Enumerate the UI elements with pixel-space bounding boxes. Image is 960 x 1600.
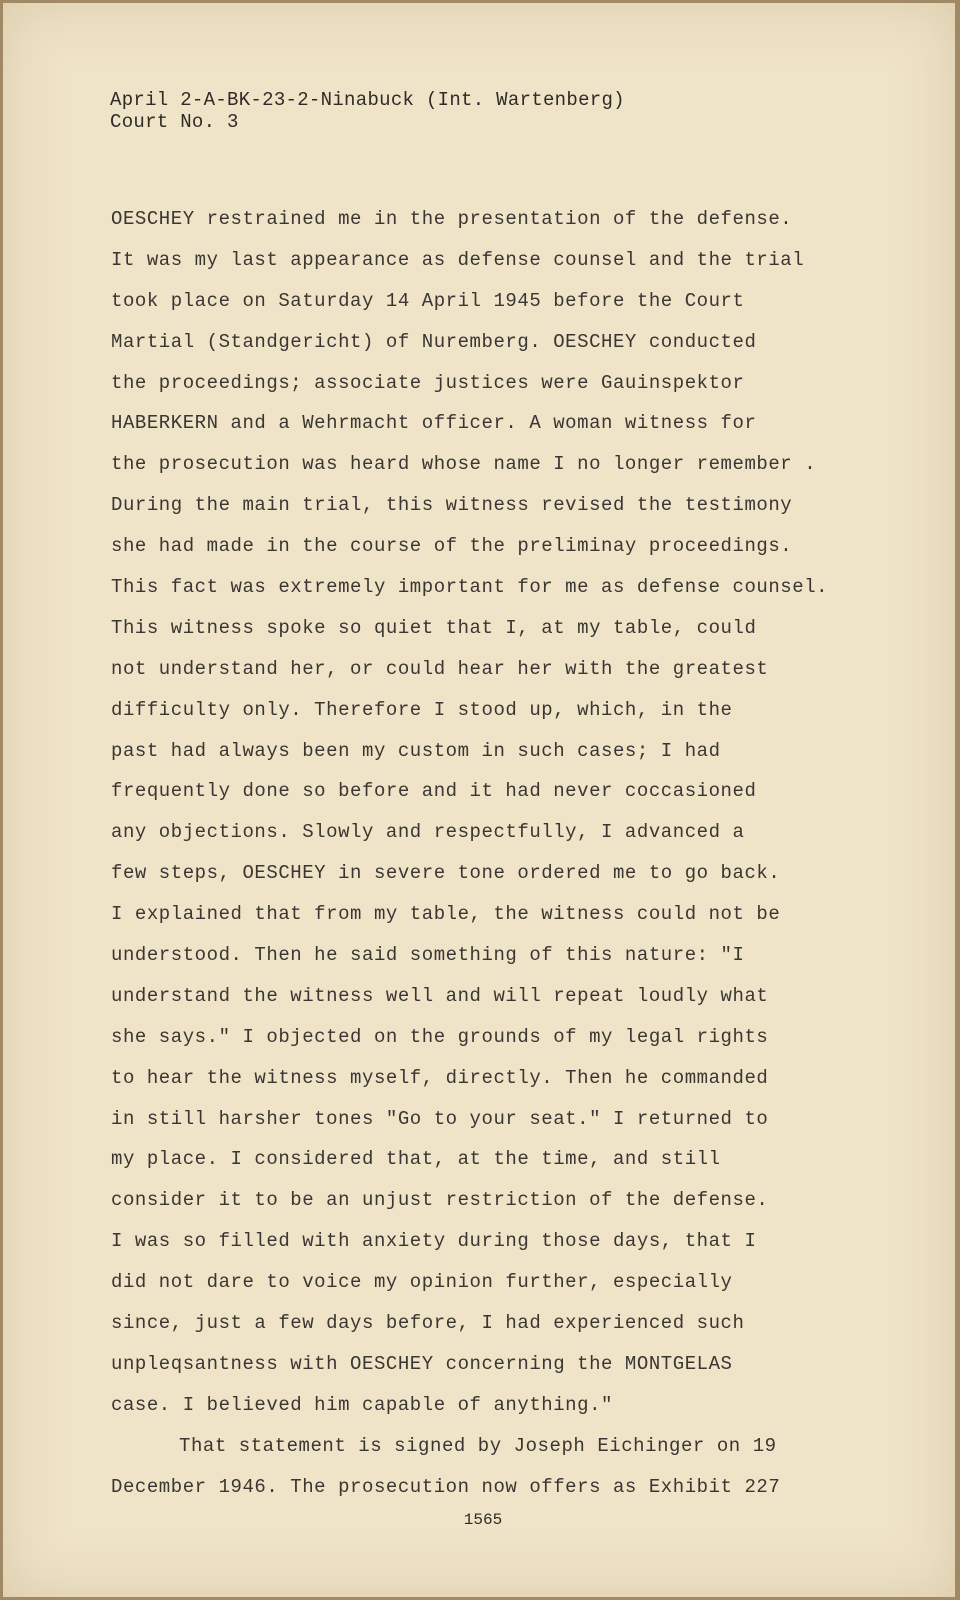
text-line: frequently done so before and it had never coccasioned xyxy=(111,780,757,803)
text-line: understood. Then he said something of this nature: "I xyxy=(111,944,745,967)
text-line: she says." I objected on the grounds of my legal rights xyxy=(111,1025,769,1048)
text-line: few steps, OESCHEY in severe tone ordered me to go back. xyxy=(111,862,781,885)
text-line: unpleqsantness with OESCHEY concerning the MONTGELAS xyxy=(111,1352,733,1375)
header-court-line: Court No. 3 xyxy=(110,111,239,133)
text-line: did not dare to voice my opinion further, especially xyxy=(111,1271,733,1294)
text-line: the prosecution was heard whose name I no longer remember . xyxy=(111,453,817,476)
transcript-body xyxy=(111,207,828,1516)
page-number: 1565 xyxy=(463,1511,503,1529)
text-line: difficulty only. Therefore I stood up, which, in the xyxy=(111,698,733,721)
text-line: not understand her, or could hear her with the greatest xyxy=(111,657,769,680)
document-page xyxy=(3,3,955,1597)
text-line: During the main trial, this witness revised the testimony xyxy=(111,494,793,517)
text-line: to hear the witness myself, directly. Then he commanded xyxy=(111,1066,769,1089)
text-line: she had made in the course of the preliminay proceedings. xyxy=(111,535,793,558)
text-line: This witness spoke so quiet that I, at my table, could xyxy=(111,616,757,639)
text-line: I was so filled with anxiety during those days, that I xyxy=(111,1230,757,1253)
text-line: my place. I considered that, at the time, and still xyxy=(111,1148,721,1171)
text-line: I explained that from my table, the witness could not be xyxy=(111,903,781,926)
text-line: case. I believed him capable of anything." xyxy=(111,1393,613,1416)
text-line: since, just a few days before, I had experienced such xyxy=(111,1312,745,1335)
text-line: took place on Saturday 14 April 1945 before the Court xyxy=(111,289,745,312)
text-line: Martial (Standgericht) of Nuremberg. OESCHEY conducted xyxy=(111,330,757,353)
text-line: It was my last appearance as defense counsel and the trial xyxy=(111,248,805,271)
text-line: the proceedings; associate justices were Gauinspektor xyxy=(111,371,745,394)
text-line: past had always been my custom in such cases; I had xyxy=(111,739,721,762)
header-reference-line: April 2-A-BK-23-2-Ninabuck (Int. Wartenberg) xyxy=(110,89,625,111)
text-line: OESCHEY restrained me in the presentation of the defense. xyxy=(111,208,793,230)
text-line: December 1946. The prosecution now offers as Exhibit 227 xyxy=(111,1475,781,1498)
text-line: consider it to be an unjust restriction of the defense. xyxy=(111,1189,769,1212)
text-line: That statement is signed by Joseph Eichinger on 19 xyxy=(179,1434,777,1457)
text-line: understand the witness well and will repeat loudly what xyxy=(111,984,769,1007)
text-line: in still harsher tones "Go to your seat." I returned to xyxy=(111,1107,769,1130)
text-line: any objections. Slowly and respectfully, I advanced a xyxy=(111,821,745,844)
text-line: This fact was extremely important for me as defense counsel. xyxy=(111,576,829,599)
text-line: HABERKERN and a Wehrmacht officer. A woman witness for xyxy=(111,412,757,435)
document-header xyxy=(110,89,625,133)
